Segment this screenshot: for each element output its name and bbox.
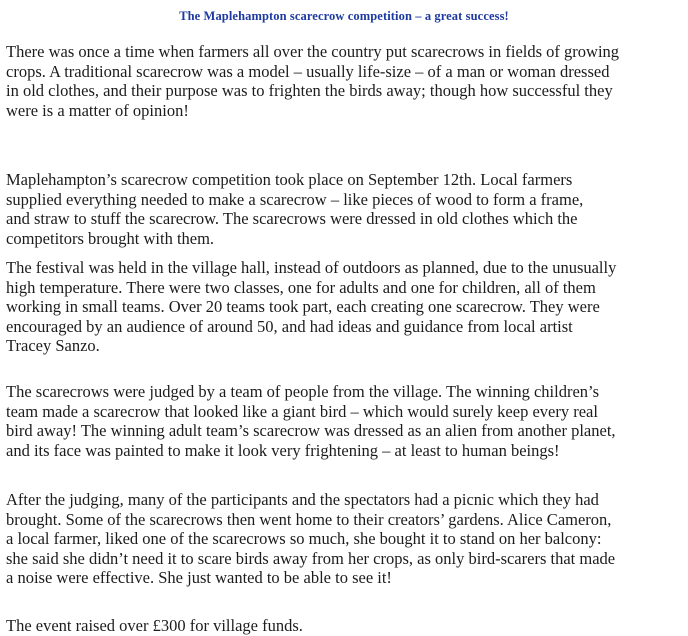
paragraph-line: a local farmer, liked one of the scarecrows so much, she bought it to stand on her balcony:: [6, 529, 602, 549]
paragraph-judging: [6, 382, 682, 460]
paragraph-line: crops. A traditional scarecrow was a model – usually life-size – of a man or woman dressed: [6, 61, 610, 81]
paragraph-line: were is a matter of opinion!: [6, 100, 189, 120]
paragraph-line: The event raised over £300 for village funds.: [6, 616, 303, 635]
paragraph-festival: [6, 258, 682, 356]
paragraph-line: The scarecrows were judged by a team of people from the village. The winning children’s: [6, 382, 600, 401]
paragraph-line: high temperature. There were two classes, one for adults and one for children, all of them: [6, 277, 596, 297]
paragraph-picnic: [6, 490, 682, 588]
paragraph-line: encouraged by an audience of around 50, and had ideas and guidance from local artist: [6, 316, 573, 336]
paragraph-line: There was once a time when farmers all over the country put scarecrows in fields of growing: [6, 42, 620, 61]
paragraph-line: Tracey Sanzo.: [6, 336, 100, 356]
title-container: [0, 0, 688, 31]
paragraph-line: The festival was held in the village hall, instead of outdoors as planned, due to the unusually: [6, 258, 617, 277]
paragraph-line: a noise were effective. She just wanted to be able to see it!: [6, 568, 392, 588]
paragraph-line: Maplehampton’s scarecrow competition took place on September 12th. Local farmers: [6, 170, 573, 189]
paragraph-line: bird away! The winning adult team’s scarecrow was dressed as an alien from another planet,: [6, 421, 616, 441]
paragraph-line: working in small teams. Over 20 teams took part, each creating one scarecrow. They were: [6, 297, 600, 317]
paragraph-intro: [6, 42, 682, 120]
paragraph-line: brought. Some of the scarecrows then went home to their creators’ gardens. Alice Cameron,: [6, 509, 612, 529]
paragraph-line: in old clothes, and their purpose was to frighten the birds away; though how successful they: [6, 81, 613, 101]
paragraph-line: After the judging, many of the participants and the spectators had a picnic which they had: [6, 490, 599, 509]
paragraph-line: she said she didn’t need it to scare birds away from her crops, as only bird-scarers that made: [6, 548, 616, 568]
paragraph-line: team made a scarecrow that looked like a giant bird – which would surely keep every real: [6, 401, 598, 421]
paragraph-line: and its face was painted to make it look very frightening – at least to human beings!: [6, 440, 560, 460]
paragraph-funds: [6, 616, 682, 636]
paragraph-competition: [6, 170, 682, 248]
paragraph-line: competitors brought with them.: [6, 228, 215, 248]
paragraph-line: and straw to stuff the scarecrow. The scarecrows were dressed in old clothes which the: [6, 209, 578, 229]
paragraph-line: supplied everything needed to make a scarecrow – like pieces of wood to form a frame,: [6, 189, 584, 209]
article-title: The Maplehampton scarecrow competition – a great success!: [179, 9, 509, 23]
